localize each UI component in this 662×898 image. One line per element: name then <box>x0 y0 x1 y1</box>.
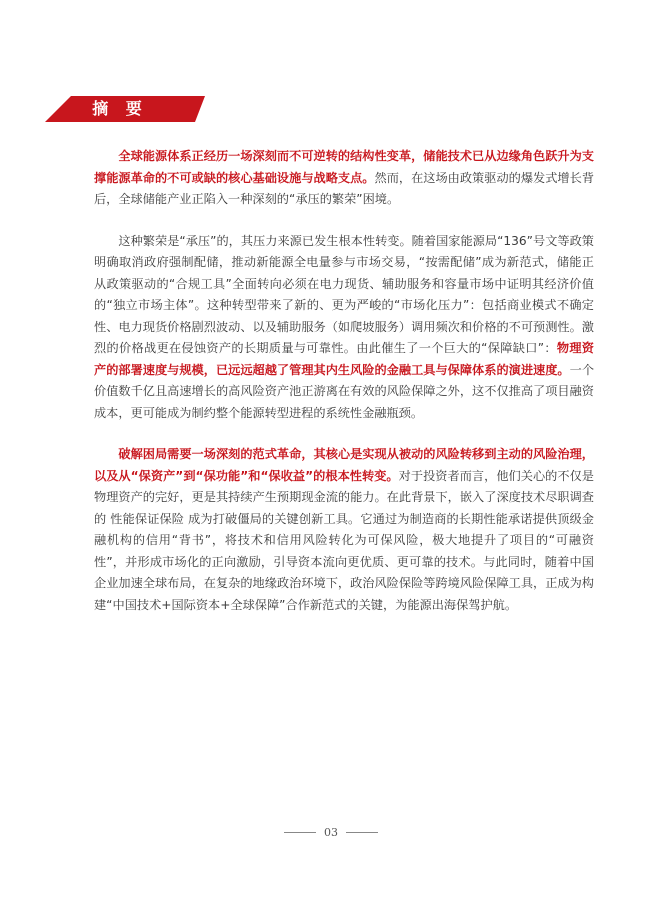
paragraph-3-highlight: 破解困局需要一场深刻的范式革命，其核心是实现从被动的风险转移到主动的风险治理，以及从“保资产”到“保功能”和“保收益”的根本性转变。 <box>94 447 594 483</box>
paragraph-1-highlight: 全球能源体系正经历一场深刻而不可逆转的结构性变革，储能技术已从边缘角色跃升为支撑能源革命的不可或缺的核心基础设施与战略支点。 <box>94 149 594 185</box>
page-number: 03 <box>324 825 338 839</box>
section-title: 摘 要 <box>92 99 148 118</box>
abstract-body <box>94 146 594 636</box>
paragraph-2-text-pre: 这种繁荣是“承压”的，其压力来源已发生根本性转变。随着国家能源局“136”号文等政策明确取消政府强制配储，推动新能源全电量参与市场交易，“按需配储”成为新范式，储能正从政策驱动的“合规工具”全面转向必须在电力现货、辅助服务和容量市场中证明其经济价值的“独立市场主体”。这种转型带来了新的、更为严峻的“市场化压力”：包括商业模式不确定性、电力现货价格剧烈波动、以及辅助服务（如爬坡服务）调用频次和价格的不可预测性。激烈的价格战更在侵蚀资产的长期质量与可靠性。由此催生了一个巨大的“保障缺口”： <box>94 233 594 355</box>
footer-rule-right <box>346 832 378 833</box>
footer-rule-left <box>284 832 316 833</box>
paragraph-2 <box>94 231 594 425</box>
paragraph-2-highlight: 物理资产的部署速度与规模，已远远超越了管理其内生风险的金融工具与保障体系的演进速度。 <box>94 341 594 377</box>
paragraph-3-text: 对于投资者而言，他们关心的不仅是物理资产的完好，更是其持续产生预期现金流的能力。在此背景下，嵌入了深度技术尽职调查的 性能保证保险 成为打破僵局的关键创新工具。它通过为制造商的长期性能承诺提供顶级金融机构的信用“背书”，将技术和信用风险转化为可保风险，极大地提升了项目的“可融资性”，并形成市场化的正向激励，引导资本流向更优质、更可靠的技术。与此同时，随着中国企业加速全球布局，在复杂的地缘政治环境下，政治风险保险等跨境风险保障工具，正成为构建“中国技术+国际资本+全球保障”合作新范式的关键，为能源出海保驾护航。 <box>94 468 594 612</box>
paragraph-2-text: 一个价值数千亿且高速增长的高风险资产池正游离在有效的风险保障之外，这不仅推高了项目融资成本，更可能成为制约整个能源转型进程的系统性金融瓶颈。 <box>94 362 595 420</box>
paragraph-1-text: 然而，在这场由政策驱动的爆发式增长背后，全球储能产业正陷入一种深刻的“承压的繁荣”困境。 <box>94 170 595 206</box>
paragraph-1 <box>94 146 594 211</box>
paragraph-3 <box>94 444 594 616</box>
page-footer <box>0 825 662 839</box>
